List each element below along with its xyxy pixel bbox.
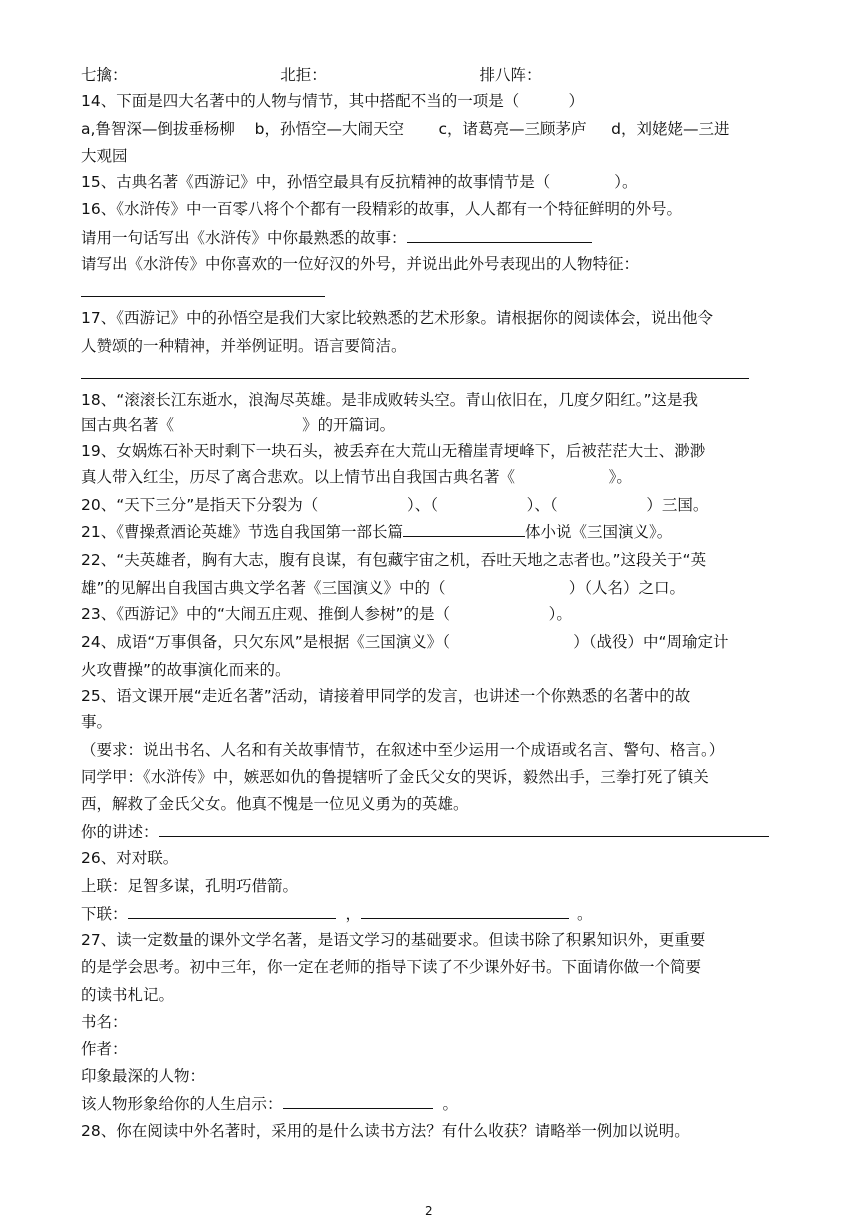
question-18-cont: 国古典名著《 》的开篇词。 [81, 416, 396, 434]
question-17: 17、《西游记》中的孙悟空是我们大家比较熟悉的艺术形象。请根据你的阅读体会，说出他令 [81, 309, 713, 327]
question-26: 26、对对联。 [81, 849, 179, 867]
answer-blank[interactable] [128, 902, 336, 919]
question-25-example-cont: 西，解救了金氏父女。他真不愧是一位见义勇为的英雄。 [81, 795, 469, 813]
question-24: 24、成语“万事俱备，只欠东风”是根据《三国演义》（ ）（战役）中“周瑜定计 [81, 633, 729, 651]
answer-blank[interactable] [159, 820, 769, 837]
question-14-options-cont: 大观园 [81, 147, 128, 165]
page-number: 2 [425, 1204, 433, 1218]
line-qiqin-beiju-bazhen: 七擒： 北拒： 排八阵： [81, 66, 542, 84]
answer-line [81, 280, 325, 303]
character-field: 印象最深的人物： [81, 1067, 206, 1085]
question-14: 14、下面是四大名著中的人物与情节，其中搭配不当的一项是（ ） [81, 92, 584, 110]
question-19-cont: 真人带入红尘，历尽了离合悲欢。以上情节出自我国古典名著《 》。 [81, 468, 632, 486]
question-15: 15、古典名著《西游记》中，孙悟空最具有反抗精神的故事情节是（ ）。 [81, 173, 638, 191]
book-name-field: 书名： [81, 1013, 128, 1031]
question-22: 22、“夫英雄者，胸有大志，腹有良谋，有包藏宇宙之机，吞吐天地之志者也。”这段关于“英 [81, 551, 707, 569]
question-27: 27、读一定数量的课外文学名著，是语文学习的基础要求。但读书除了积累知识外，更重要 [81, 931, 706, 949]
question-19: 19、女娲炼石补天时剩下一块石头，被丢弃在大荒山无稽崖青埂峰下，后被茫茫大士、渺渺 [81, 442, 706, 460]
answer-blank[interactable] [407, 226, 592, 243]
question-21: 21、《曹操煮酒论英雄》节选自我国第一部长篇 体小说《三国演义》。 [81, 520, 672, 543]
author-field: 作者： [81, 1040, 128, 1058]
question-27-cont-2: 的读书札记。 [81, 986, 175, 1004]
question-25-requirement: （要求：说出书名、人名和有关故事情节，在叙述中至少运用一个成语或名言、警句、格言。） [81, 741, 725, 759]
question-27-cont: 的是学会思考。初中三年，你一定在老师的指导下读了不少课外好书。下面请你做一个简要 [81, 958, 702, 976]
question-18: 18、“滚滚长江东逝水，浪淘尽英雄。是非成败转头空。青山依旧在，几度夕阳红。”这是我 [81, 391, 699, 409]
answer-blank[interactable] [81, 280, 325, 297]
question-25-example: 同学甲：《水浒传》中，嫉恶如仇的鲁提辖听了金氏父女的哭诉，毅然出手，三拳打死了镇关 [81, 768, 709, 786]
question-20: 20、“天下三分”是指天下分裂为（ ）、（ ）、（ ）三国。 [81, 496, 709, 514]
question-14-options: a,鲁智深—倒拔垂杨柳 b，孙悟空—大闹天空 c，诸葛亮—三顾茅庐 d，刘姥姥—三进 [81, 120, 730, 138]
answer-blank[interactable] [403, 520, 525, 537]
question-16-part-2: 请写出《水浒传》中你喜欢的一位好汉的外号，并说出此外号表现出的人物特征： [81, 255, 640, 273]
question-28: 28、你在阅读中外名著时，采用的是什么读书方法？有什么收获？请略举一例加以说明。 [81, 1122, 690, 1140]
question-17-cont: 人赞颂的一种精神，并举例证明。语言要简洁。 [81, 337, 407, 355]
life-lesson-field: 该人物形象给你的人生启示： 。 [81, 1092, 458, 1115]
answer-blank[interactable] [81, 362, 749, 379]
question-16-part-1: 请用一句话写出《水浒传》中你最熟悉的故事： [81, 226, 592, 249]
question-26-lower-couplet: 下联： ， 。 [81, 902, 593, 925]
question-25: 25、语文课开展“走近名著”活动，请接着甲同学的发言，也讲述一个你熟悉的名著中的故 [81, 687, 691, 705]
answer-line [81, 362, 749, 385]
question-25-cont: 事。 [81, 713, 113, 731]
question-26-upper-couplet: 上联：足智多谋，孔明巧借箭。 [81, 877, 299, 895]
answer-blank[interactable] [283, 1092, 433, 1109]
question-16: 16、《水浒传》中一百零八将个个都有一段精彩的故事，人人都有一个特征鲜明的外号。 [81, 200, 682, 218]
question-24-cont: 火攻曹操”的故事演化而来的。 [81, 661, 291, 679]
question-23: 23、《西游记》中的“大闹五庄观、推倒人参树”的是（ ）。 [81, 605, 572, 623]
answer-blank[interactable] [361, 902, 569, 919]
question-22-cont: 雄”的见解出自我国古典文学名著《三国演义》中的（ ）（人名）之口。 [81, 579, 685, 597]
question-25-answer: 你的讲述： [81, 820, 769, 843]
